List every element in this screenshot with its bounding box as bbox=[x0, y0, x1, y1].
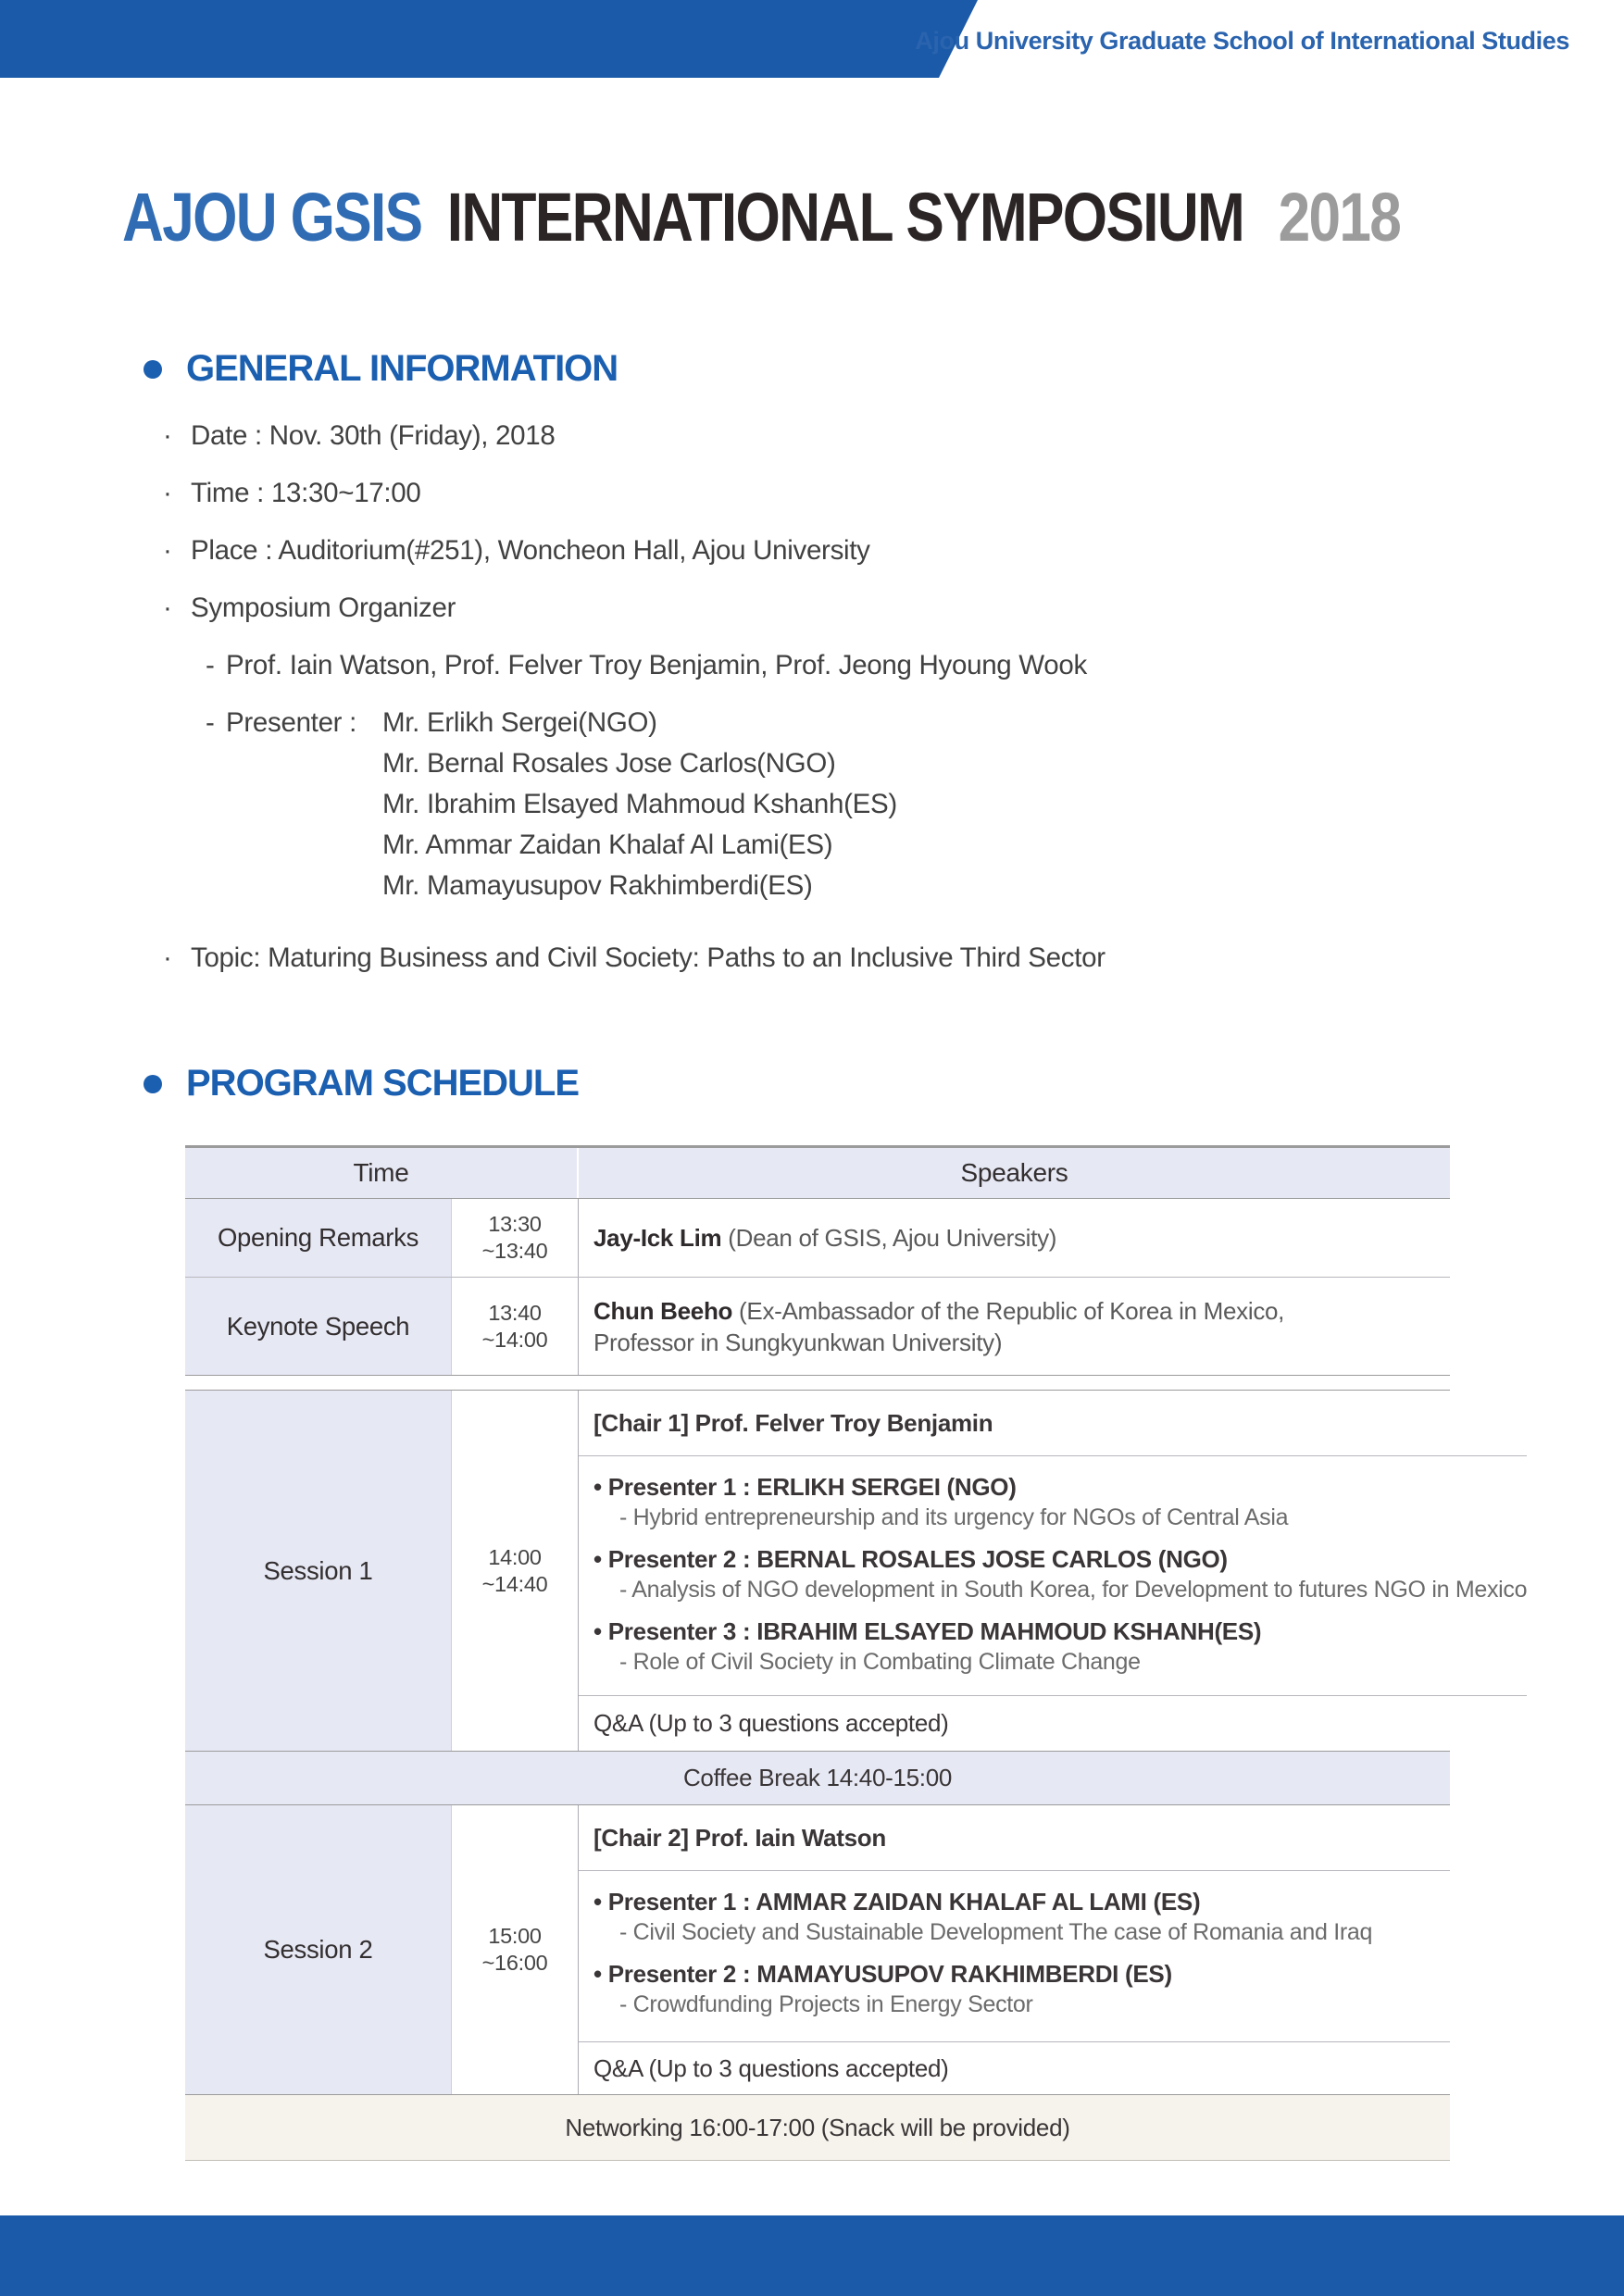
header-time-cell: Time bbox=[185, 1148, 579, 1198]
presenter-topic: - Role of Civil Society in Combating Climate Change bbox=[619, 1649, 1141, 1676]
presenter-topic: - Crowdfunding Projects in Energy Sector bbox=[619, 1991, 1033, 2017]
session-content bbox=[579, 1805, 1450, 2094]
header-speakers-cell: Speakers bbox=[960, 1158, 1068, 1187]
bullet-dot-icon: · bbox=[163, 420, 172, 451]
speaker-desc-line2: Professor in Sungkyunkwan University) bbox=[593, 1328, 1003, 1356]
speaker-desc: (Dean of GSIS, Ajou University) bbox=[728, 1224, 1057, 1252]
list-item-place bbox=[163, 533, 1533, 568]
session1-block bbox=[185, 1390, 1528, 1751]
program-schedule-heading bbox=[144, 1063, 579, 1104]
presenter-name: Mr. Ibrahim Elsayed Mahmoud Kshanh(ES) bbox=[382, 789, 897, 819]
chair-row: [Chair 2] Prof. Iain Watson bbox=[579, 1805, 1450, 1871]
time-end: ~14:00 bbox=[481, 1327, 548, 1352]
session-label-cell: Session 1 bbox=[185, 1391, 452, 1751]
list-item-topic bbox=[163, 941, 1533, 976]
list-item-text: Symposium Organizer bbox=[191, 593, 456, 623]
presenter-title: • Presenter 1 : AMMAR ZAIDAN KHALAF AL LAMI (ES) bbox=[593, 1888, 1201, 1915]
table-row-keynote-speech bbox=[185, 1277, 1450, 1376]
speaker-line bbox=[593, 1222, 1450, 1254]
session2-block bbox=[185, 1805, 1450, 2094]
dash-icon: - bbox=[206, 707, 215, 738]
topic-text: Topic: Maturing Business and Civil Society: Paths to an Inclusive Third Sector bbox=[191, 942, 1106, 973]
banner-affiliation: Ajou University Graduate School of International Studies bbox=[915, 27, 1569, 55]
bullet-dot-icon: · bbox=[163, 535, 172, 566]
time-start: 13:40 bbox=[488, 1300, 542, 1325]
presenter-item bbox=[593, 1471, 1527, 1532]
list-item-text: Time : 13:30~17:00 bbox=[191, 478, 421, 508]
presenter-title: • Presenter 1 : ERLIKH SERGEI (NGO) bbox=[593, 1473, 1017, 1502]
title-year: 2018 bbox=[1278, 179, 1401, 256]
presenter-name: Mr. Bernal Rosales Jose Carlos(NGO) bbox=[382, 748, 836, 779]
presenter-row bbox=[163, 705, 1533, 741]
title-main: INTERNATIONAL SYMPOSIUM bbox=[446, 179, 1244, 256]
schedule-table bbox=[185, 1145, 1528, 2161]
title-prefix: AJOU GSIS bbox=[122, 179, 422, 256]
presenter-item bbox=[593, 1616, 1527, 1677]
presenter-names-list bbox=[163, 746, 1533, 904]
presenter-name: Mr. Mamayusupov Rakhimberdi(ES) bbox=[382, 870, 813, 901]
bullet-dot-icon: · bbox=[163, 942, 172, 973]
session-time-cell bbox=[452, 1805, 579, 2094]
qa-row: Q&A (Up to 3 questions accepted) bbox=[579, 1695, 1527, 1751]
presenter-name: Mr. Erlikh Sergei(NGO) bbox=[382, 707, 657, 738]
section-heading-text: PROGRAM SCHEDULE bbox=[186, 1063, 580, 1104]
session-label-cell: Session 2 bbox=[185, 1805, 452, 2094]
page-title bbox=[122, 179, 1401, 256]
presenter-item bbox=[593, 1958, 1450, 2019]
presenter-item bbox=[593, 1543, 1527, 1604]
list-item-time bbox=[163, 476, 1533, 511]
time-cell bbox=[452, 1278, 579, 1375]
speaker-name: Jay-Ick Lim bbox=[593, 1224, 722, 1252]
speaker-desc: (Ex-Ambassador of the Republic of Korea in Mexico, bbox=[739, 1296, 1285, 1325]
dash-icon: - bbox=[206, 650, 215, 680]
footer-band bbox=[0, 2215, 1624, 2296]
qa-row: Q&A (Up to 3 questions accepted) bbox=[579, 2041, 1450, 2094]
time-start: 14:00 bbox=[488, 1544, 542, 1569]
coffee-break-row: Coffee Break 14:40-15:00 bbox=[185, 1751, 1450, 1805]
session-content bbox=[579, 1391, 1527, 1751]
presenter-title: • Presenter 3 : IBRAHIM ELSAYED MAHMOUD KSHANH(ES) bbox=[593, 1617, 1262, 1646]
bullet-dot-icon: · bbox=[163, 593, 172, 623]
time-start: 15:00 bbox=[488, 1924, 542, 1948]
organizer-sub-item bbox=[163, 648, 1533, 683]
list-item-text: Date : Nov. 30th (Friday), 2018 bbox=[191, 420, 556, 451]
presenter-topic: - Civil Society and Sustainable Development The case of Romania and Iraq bbox=[619, 1919, 1373, 1945]
table-header-row bbox=[185, 1145, 1450, 1199]
networking-row: Networking 16:00-17:00 (Snack will be provided) bbox=[185, 2094, 1450, 2161]
presenter-name: Mr. Ammar Zaidan Khalaf Al Lami(ES) bbox=[382, 830, 833, 860]
presenters-area bbox=[579, 1871, 1450, 2041]
list-item-date bbox=[163, 418, 1533, 454]
list-item-text: Place : Auditorium(#251), Woncheon Hall, Ajou University bbox=[191, 535, 870, 566]
speaker-line bbox=[593, 1295, 1450, 1327]
speaker-cell bbox=[579, 1278, 1450, 1375]
top-banner-shape bbox=[0, 0, 981, 78]
presenter-item bbox=[593, 1886, 1450, 1947]
presenter-topic: - Hybrid entrepreneurship and its urgency for NGOs of Central Asia bbox=[619, 1504, 1289, 1531]
time-start: 13:30 bbox=[488, 1212, 542, 1236]
presenter-topic: - Analysis of NGO development in South Korea, for Development to futures NGO in Mexico bbox=[619, 1577, 1528, 1603]
general-information-heading bbox=[144, 348, 618, 390]
section-bullet-icon bbox=[144, 360, 162, 379]
section-heading-text: GENERAL INFORMATION bbox=[186, 348, 618, 389]
row-label-cell: Opening Remarks bbox=[185, 1199, 452, 1277]
list-item-organizer bbox=[163, 591, 1533, 626]
time-end: ~14:40 bbox=[481, 1571, 548, 1596]
presenter-title: • Presenter 2 : BERNAL ROSALES JOSE CARLOS (NGO) bbox=[593, 1545, 1228, 1574]
time-end: ~16:00 bbox=[481, 1951, 548, 1975]
table-row-opening-remarks bbox=[185, 1199, 1450, 1277]
chair-row: [Chair 1] Prof. Felver Troy Benjamin bbox=[579, 1391, 1527, 1456]
speaker-cell bbox=[579, 1199, 1450, 1277]
presenter-title: • Presenter 2 : MAMAYUSUPOV RAKHIMBERDI (ES) bbox=[593, 1960, 1172, 1988]
row-label-cell: Keynote Speech bbox=[185, 1278, 452, 1375]
general-information-list bbox=[163, 418, 1533, 998]
table-block-gap bbox=[185, 1376, 1450, 1390]
time-cell bbox=[452, 1199, 579, 1277]
organizer-names-text: Prof. Iain Watson, Prof. Felver Troy Benjamin, Prof. Jeong Hyoung Wook bbox=[226, 650, 1087, 680]
time-end: ~13:40 bbox=[481, 1239, 548, 1263]
bullet-dot-icon: · bbox=[163, 478, 172, 508]
presenter-label: Presenter : bbox=[226, 707, 356, 738]
section-bullet-icon bbox=[144, 1075, 162, 1093]
presenters-area bbox=[579, 1456, 1527, 1695]
speaker-name: Chun Beeho bbox=[593, 1296, 733, 1325]
session-time-cell bbox=[452, 1391, 579, 1751]
